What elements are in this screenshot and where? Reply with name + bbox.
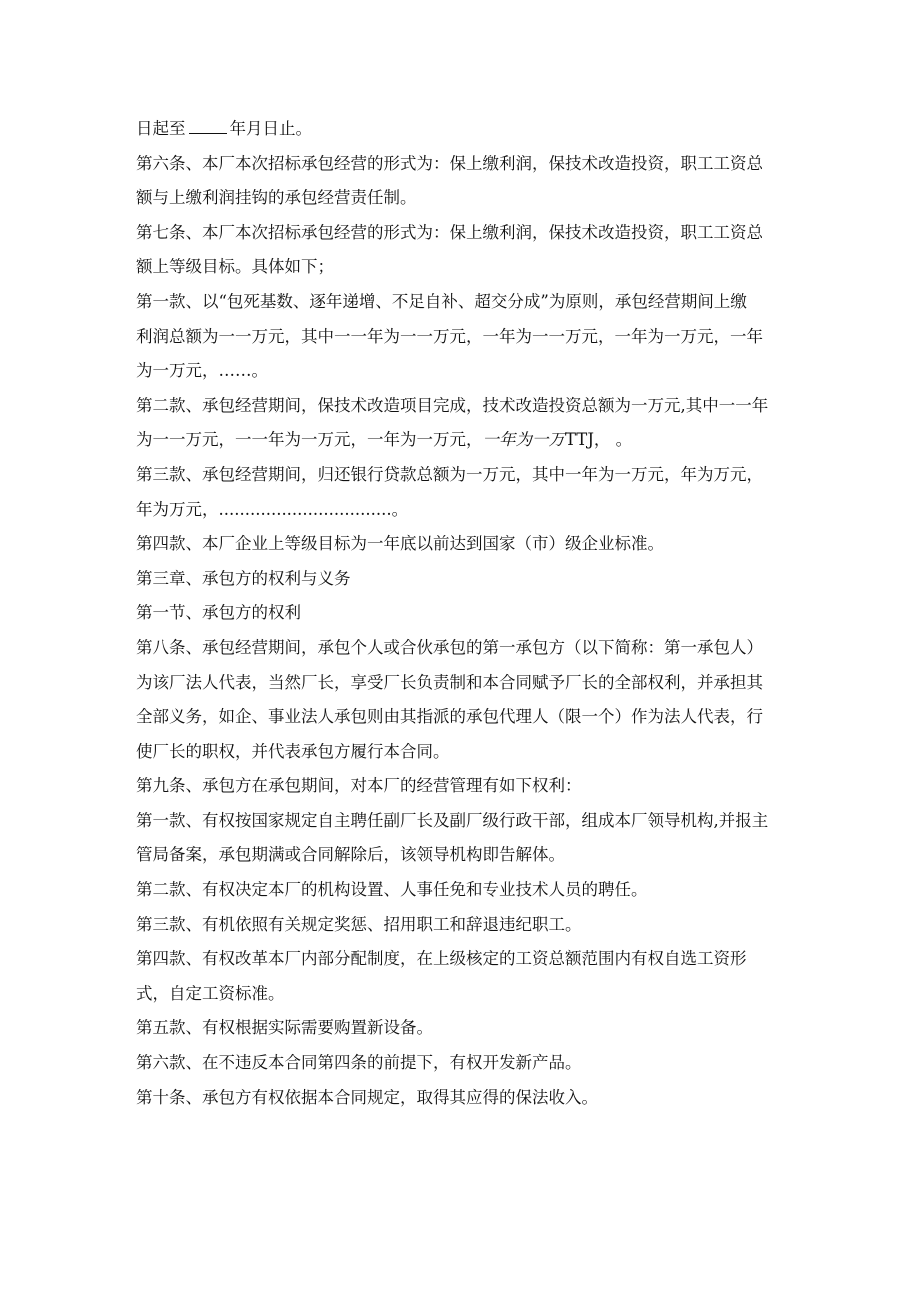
text-line: 第六款、在不违反本合同第四条的前提下，有权开发新产品。 — [136, 1053, 582, 1073]
text-fragment: 为一一万元，一一年为一万元，一年为一万元， — [136, 430, 483, 450]
text-line: 第二款、承包经营期间，保技术改造项目完成，技术改造投资总额为一万元,其中一一年 — [136, 395, 769, 415]
text-line: 年为万元，.................................。 — [136, 499, 409, 519]
text-line: 第八条、承包经营期间，承包个人或合伙承包的第一承包方（以下简称：第一承包人） — [136, 637, 763, 657]
text-line: 第二款、有权决定本厂的机构设置、人事任免和专业技术人员的聘任。 — [136, 880, 648, 900]
text-line: 第一款、以“包死基数、逐年递增、不足自补、超交分成”为原则，承包经营期间上缴 — [136, 291, 747, 311]
text-line: 第九条、承包方在承包期间，对本厂的经营管理有如下权利： — [136, 776, 582, 796]
text-line: 第四款、有权改革本厂内部分配制度，在上级核定的工资总额范围内有权自选工资形 — [136, 949, 747, 969]
text-line: 额与上缴利润挂钩的承包经营责任制。 — [136, 188, 417, 208]
text-line: 式，自定工资标准。 — [136, 983, 285, 1003]
section-heading: 第一节、承包方的权利 — [136, 603, 301, 623]
text-line — [136, 423, 796, 458]
document-page — [136, 112, 796, 1115]
text-line: 第五款、有权根据实际需要购置新设备。 — [136, 1018, 433, 1038]
text-line: 第四款、本厂企业上等级目标为一年底以前达到国家（市）级企业标准。 — [136, 534, 664, 554]
text-line: 第三款、有机依照有关规定奖惩、招用职工和辞退违纪职工。 — [136, 914, 582, 934]
text-line: 第七条、本厂本次招标承包经营的形式为：保上缴利润，保技术改造投资，职工工资总 — [136, 222, 763, 242]
text-line: 使厂长的职权，并代表承包方履行本合同。 — [136, 741, 450, 761]
text-line: 第一款、有权按国家规定自主聘任副厂长及副厂级行政干部，组成本厂领导机构,并报主 — [136, 810, 769, 830]
chapter-heading: 第三章、承包方的权利与义务 — [136, 568, 351, 588]
text-line — [136, 112, 796, 147]
text-line: 第三款、承包经营期间，归还银行贷款总额为一万元，其中一年为一万元，年为万元， — [136, 464, 763, 484]
text-line: 第六条、本厂本次招标承包经营的形式为：保上缴利润，保技术改造投资，职工工资总 — [136, 153, 763, 173]
text-line: 全部义务，如企、事业法人承包则由其指派的承包代理人（限一个）作为法人代表，行 — [136, 707, 763, 727]
text-line: 为一万元，……。 — [136, 361, 268, 381]
fill-in-blank — [189, 119, 227, 134]
text-fragment: 日起至 — [136, 119, 186, 138]
text-line: 管局备案，承包期满或合同解除后，该领导机构即告解体。 — [136, 845, 565, 865]
text-fragment-italic: 一年为一万 — [482, 430, 565, 450]
text-line: 为该厂法人代表，当然厂长，享受厂长负责制和本合同赋予厂长的全部权利，并承担其 — [136, 672, 763, 692]
text-line: 额上等级目标。具体如下； — [136, 257, 334, 277]
text-line: 第十条、承包方有权依据本合同规定，取得其应得的保法收入。 — [136, 1087, 598, 1107]
text-line: 利润总额为一一万元，其中一一年为一一万元，一年为一一万元，一年为一万元，一年 — [136, 326, 763, 346]
text-fragment: 年月日止。 — [229, 119, 312, 138]
text-fragment: TTJ， 。 — [565, 430, 633, 450]
